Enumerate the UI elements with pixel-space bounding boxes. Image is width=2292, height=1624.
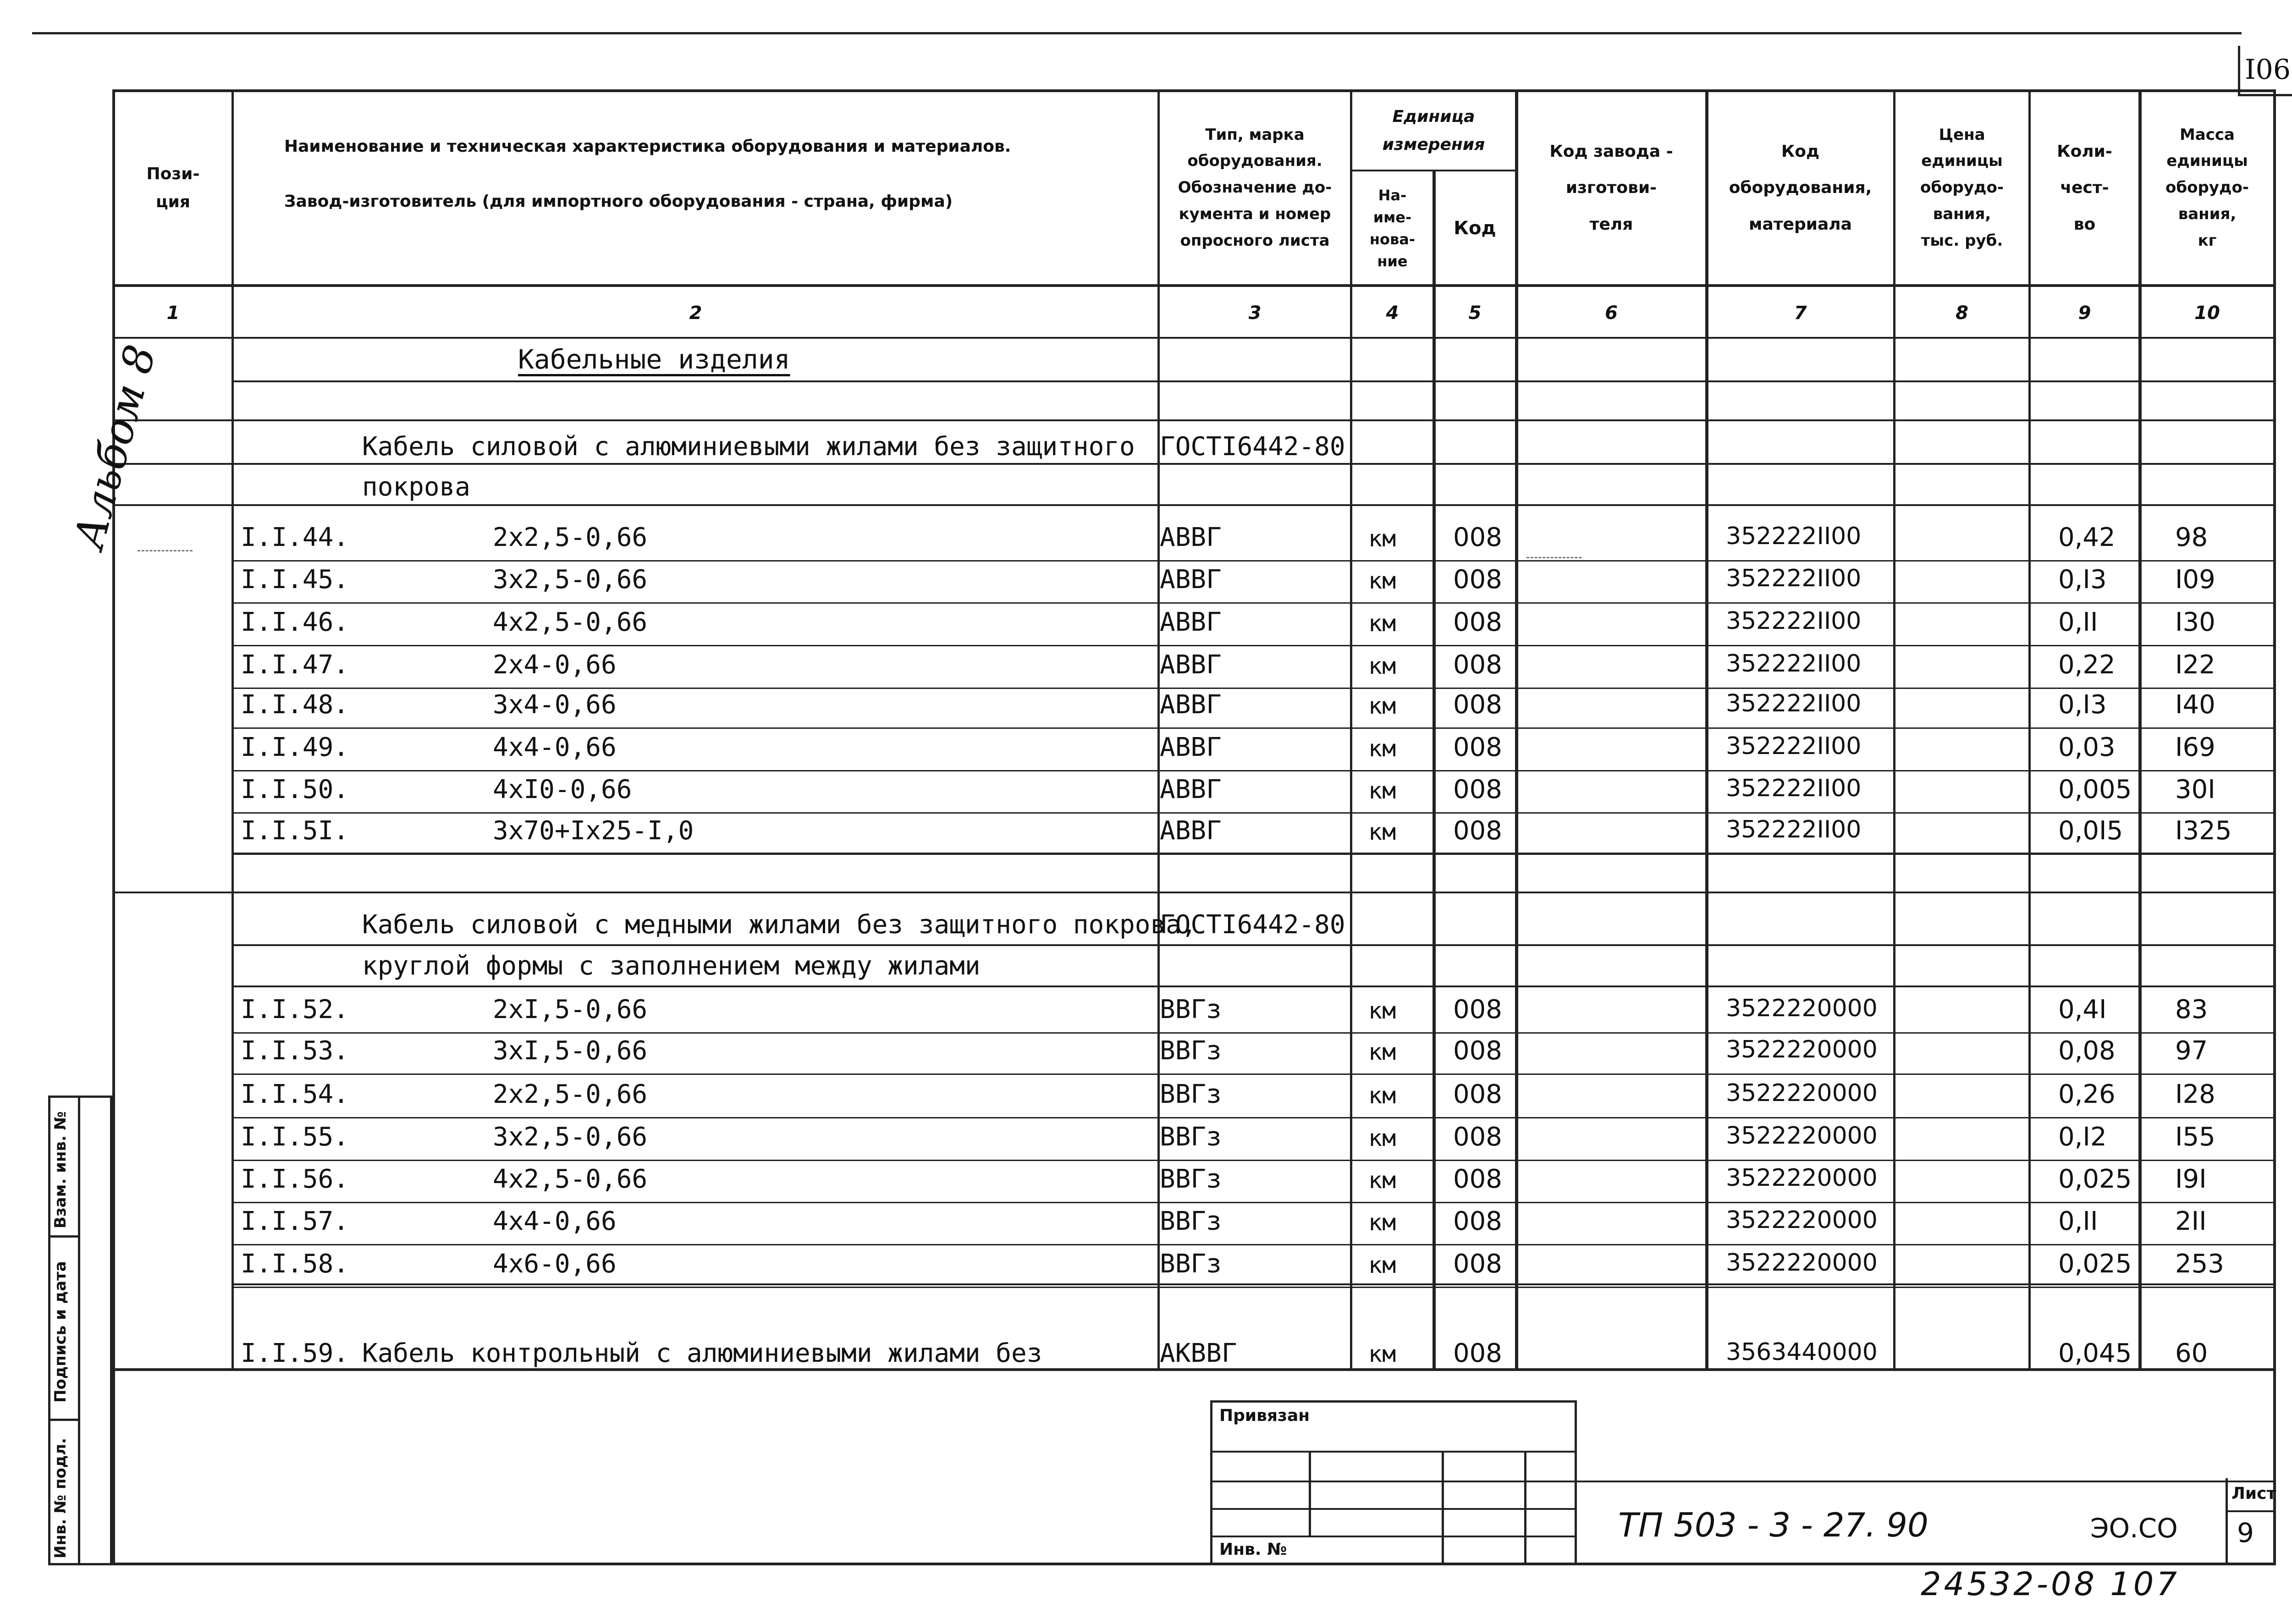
- row-unit: км: [1368, 567, 1396, 594]
- stamp-vzam-inv: Взам. инв. №: [51, 1111, 70, 1228]
- row-line: [231, 1244, 2276, 1245]
- header-type: Тип, марка оборудования. Обозначение до- кумента и номер опросного листа: [1178, 125, 1332, 250]
- row-mass: I325: [2175, 816, 2232, 846]
- row-spec: 4хI0-0,66: [493, 775, 632, 804]
- row-position: I.I.48.: [241, 690, 349, 720]
- row-material-code: 3522220000: [1726, 995, 1878, 1022]
- row-line: [231, 853, 2276, 855]
- album-label: Альбом 8: [64, 340, 165, 554]
- page-number: I06: [2238, 46, 2292, 96]
- row-spec: 2хI,5-0,66: [493, 995, 648, 1024]
- row-quantity: 0,08: [2058, 1036, 2116, 1066]
- colnum-3: 3: [1248, 302, 1262, 324]
- row-position: I.I.5I.: [241, 816, 349, 846]
- row-unit-code: 008: [1453, 816, 1502, 846]
- row-material-code: 352222II00: [1726, 732, 1862, 760]
- row-type: АВВГ: [1160, 607, 1222, 637]
- row-quantity: 0,005: [2058, 775, 2132, 804]
- row-type: АВВГ: [1160, 523, 1222, 552]
- row-mass: 83: [2175, 995, 2208, 1024]
- last-row-unit-code: 008: [1453, 1338, 1502, 1368]
- row-spec: 4х6-0,66: [493, 1249, 617, 1279]
- top-border-line: [32, 32, 2242, 34]
- row-line: [231, 812, 2276, 814]
- row-quantity: 0,025: [2058, 1249, 2132, 1279]
- header-unit-group: Единица измерения: [1382, 107, 1485, 154]
- row-material-code: 3522220000: [1726, 1249, 1878, 1277]
- group2-title-line2: круглой формы с заполнением между жилами: [362, 951, 981, 981]
- colnum-8: 8: [1956, 302, 1968, 324]
- row-unit: км: [1368, 1082, 1396, 1109]
- row-type: ВВГз: [1160, 1249, 1222, 1279]
- row-line: [231, 645, 2276, 646]
- row-unit-code: 008: [1453, 995, 1502, 1024]
- row-quantity: 0,26: [2058, 1079, 2116, 1109]
- row-position: I.I.54.: [241, 1079, 349, 1109]
- row-line: [231, 380, 2276, 382]
- row-type: ВВГз: [1160, 995, 1222, 1024]
- row-line: [231, 1287, 2276, 1288]
- row-type: АВВГ: [1160, 775, 1222, 804]
- row-line: [112, 419, 2276, 421]
- row-line: [231, 688, 2276, 689]
- row-unit-code: 008: [1453, 523, 1502, 552]
- row-material-code: 3522220000: [1726, 1079, 1878, 1107]
- row-quantity: 0,4I: [2058, 995, 2107, 1024]
- row-unit-code: 008: [1453, 607, 1502, 637]
- row-line: [231, 1160, 2276, 1161]
- header-bottom-line: [112, 284, 2276, 287]
- row-unit: км: [1368, 997, 1396, 1024]
- row-line: [231, 944, 2276, 946]
- group1-title-line1: Кабель силовой с алюминиевыми жилами без защитного: [362, 432, 1135, 462]
- row-mass: I28: [2175, 1079, 2215, 1109]
- row-spec: 3х2,5-0,66: [493, 1122, 648, 1152]
- row-line: [112, 504, 2276, 506]
- row-line: [231, 770, 2276, 771]
- row-spec: 2х2,5-0,66: [493, 1079, 648, 1109]
- header-unit-name: На- име- нова- ние: [1369, 186, 1416, 270]
- row-unit: км: [1368, 777, 1396, 804]
- row-mass: I09: [2175, 565, 2215, 595]
- row-material-code: 352222II00: [1726, 607, 1862, 635]
- colnum-9: 9: [2078, 302, 2091, 324]
- col-line-1: [231, 89, 234, 1368]
- group2-title-line1: Кабель силовой с медными жилами без защитного покрова,: [362, 910, 1197, 940]
- group2-standard: ГОСТI6442-80: [1160, 910, 1345, 940]
- row-mass: I30: [2175, 607, 2215, 637]
- colnum-7: 7: [1794, 302, 1807, 324]
- row-line: [231, 1032, 2276, 1034]
- row-unit: км: [1368, 1125, 1396, 1151]
- colnum-10: 10: [2194, 302, 2220, 324]
- row-material-code: 3522220000: [1726, 1206, 1878, 1234]
- row-type: АВВГ: [1160, 650, 1222, 680]
- colnum-1: 1: [166, 302, 180, 324]
- row-type: АВВГ: [1160, 690, 1222, 720]
- header-plant-code: Код завода - изготови- теля: [1549, 142, 1673, 234]
- row-mass: I69: [2175, 732, 2215, 762]
- row-position: I.I.56.: [241, 1164, 349, 1194]
- document-code: ТП 503 - 3 - 27. 90: [1618, 1506, 1928, 1544]
- row-type: ВВГз: [1160, 1164, 1222, 1194]
- colnum-4: 4: [1386, 302, 1399, 324]
- last-row-position: I.I.59.: [241, 1338, 349, 1368]
- section-code: ЭО.СО: [2090, 1513, 2178, 1544]
- header-price: Цена единицы оборудо- вания, тыс. руб.: [1920, 125, 2004, 250]
- row-material-code: 352222II00: [1726, 816, 1862, 843]
- row-spec: 3х70+Iх25-I,0: [493, 816, 694, 846]
- row-line: [231, 560, 2276, 562]
- row-line: [112, 892, 2276, 893]
- group1-standard: ГОСТI6442-80: [1160, 432, 1345, 462]
- row-unit-code: 008: [1453, 650, 1502, 680]
- row-type: ВВГз: [1160, 1036, 1222, 1066]
- row-quantity: 0,0I5: [2058, 816, 2123, 846]
- row-line: [231, 1073, 2276, 1075]
- row-position: I.I.52.: [241, 995, 349, 1024]
- row-mass: I40: [2175, 690, 2215, 720]
- header-mass: Масса единицы оборудо- вания, кг: [2165, 125, 2249, 250]
- row-type: ВВГз: [1160, 1206, 1222, 1236]
- row-spec: 4х2,5-0,66: [493, 1164, 648, 1194]
- row-unit: км: [1368, 610, 1396, 637]
- last-row-unit: км: [1368, 1341, 1396, 1367]
- row-quantity: 0,II: [2058, 1206, 2098, 1236]
- row-mass: 2II: [2175, 1206, 2207, 1236]
- row-position: I.I.55.: [241, 1122, 349, 1152]
- row-unit: км: [1368, 693, 1396, 719]
- colnum-2: 2: [689, 302, 702, 324]
- row-quantity: 0,II: [2058, 607, 2098, 637]
- row-quantity: 0,025: [2058, 1164, 2132, 1194]
- row-mass: 30I: [2175, 775, 2215, 804]
- row-spec: 3х4-0,66: [493, 690, 617, 720]
- last-row-material-code: 3563440000: [1726, 1338, 1878, 1366]
- row-quantity: 0,03: [2058, 732, 2116, 762]
- sheet-number: 9: [2237, 1517, 2254, 1548]
- row-line: [231, 1117, 2276, 1118]
- row-position: I.I.49.: [241, 732, 349, 762]
- row-mass: I55: [2175, 1122, 2215, 1152]
- sheet-label: Лист: [2231, 1484, 2276, 1503]
- row-position: I.I.45.: [241, 565, 349, 595]
- row-type: ВВГз: [1160, 1079, 1222, 1109]
- row-material-code: 352222II00: [1726, 650, 1862, 677]
- row-line: [231, 1202, 2276, 1203]
- row-material-code: 352222II00: [1726, 690, 1862, 717]
- last-row-name: Кабель контрольный с алюминиевыми жилами без: [362, 1338, 1042, 1368]
- row-spec: 4х2,5-0,66: [493, 607, 648, 637]
- row-mass: I9I: [2175, 1164, 2207, 1194]
- row-position: I.I.53.: [241, 1036, 349, 1066]
- header-position: Пози- ция: [146, 164, 200, 211]
- row-unit: км: [1368, 525, 1396, 552]
- row-unit-code: 008: [1453, 732, 1502, 762]
- row-unit-code: 008: [1453, 1036, 1502, 1066]
- row-spec: 2х4-0,66: [493, 650, 617, 680]
- row-type: АВВГ: [1160, 732, 1222, 762]
- row-position: I.I.44.: [241, 523, 349, 552]
- row-line: [231, 602, 2276, 604]
- stamp-podpis-data: Подпись и дата: [51, 1261, 70, 1403]
- last-row-type: АКВВГ: [1160, 1338, 1237, 1368]
- row-spec: 3хI,5-0,66: [493, 1036, 648, 1066]
- footer-handwritten-note: 24532-08 107: [1921, 1565, 2180, 1603]
- row-position: I.I.58.: [241, 1249, 349, 1279]
- row-unit: км: [1368, 1209, 1396, 1236]
- row-mass: I22: [2175, 650, 2215, 680]
- row-spec: 4х4-0,66: [493, 732, 617, 762]
- row-type: АВВГ: [1160, 565, 1222, 595]
- row-position: I.I.47.: [241, 650, 349, 680]
- row-unit-code: 008: [1453, 775, 1502, 804]
- row-position: I.I.57.: [241, 1206, 349, 1236]
- row-quantity: 0,I3: [2058, 690, 2107, 720]
- row-unit: км: [1368, 1039, 1396, 1065]
- row-unit: км: [1368, 819, 1396, 845]
- last-row-mass: 60: [2175, 1338, 2208, 1368]
- row-position: I.I.46.: [241, 607, 349, 637]
- row-material-code: 3522220000: [1726, 1036, 1878, 1063]
- row-line: [231, 1283, 2276, 1285]
- row-line: [231, 985, 2276, 987]
- header-name-line2: Завод-изготовитель (для импортного оборудования - страна, фирма): [284, 192, 953, 211]
- section-title: Кабельные изделия: [518, 344, 790, 375]
- header-material-code: Код оборудования, материала: [1729, 142, 1872, 234]
- row-quantity: 0,22: [2058, 650, 2116, 680]
- group1-title-line2: покрова: [362, 472, 471, 502]
- row-position: I.I.50.: [241, 775, 349, 804]
- row-unit-code: 008: [1453, 690, 1502, 720]
- row-unit: км: [1368, 653, 1396, 679]
- header-name-line1: Наименование и техническая характеристика оборудования и материалов.: [284, 137, 1011, 156]
- row-spec: 4х4-0,66: [493, 1206, 617, 1236]
- row-material-code: 3522220000: [1726, 1122, 1878, 1150]
- colnum-6: 6: [1605, 302, 1618, 324]
- colnum-5: 5: [1468, 302, 1482, 324]
- row-unit: км: [1368, 1252, 1396, 1278]
- row-unit-code: 008: [1453, 1079, 1502, 1109]
- row-unit-code: 008: [1453, 1122, 1502, 1152]
- col-line-4: [1432, 170, 1436, 1368]
- row-unit-code: 008: [1453, 565, 1502, 595]
- row-unit-code: 008: [1453, 1164, 1502, 1194]
- row-material-code: 352222II00: [1726, 565, 1862, 592]
- row-material-code: 3522220000: [1726, 1164, 1878, 1192]
- row-unit: км: [1368, 1167, 1396, 1194]
- row-line: [231, 727, 2276, 729]
- row-quantity: 0,I3: [2058, 565, 2107, 595]
- row-spec: 2х2,5-0,66: [493, 523, 648, 552]
- row-material-code: 352222II00: [1726, 523, 1862, 550]
- table-bottom-line: [112, 1368, 2276, 1371]
- row-spec: 3х2,5-0,66: [493, 565, 648, 595]
- row-mass: 97: [2175, 1036, 2208, 1066]
- unit-group-line: [1350, 170, 1515, 171]
- privyazan-label: Привязан: [1219, 1406, 1310, 1425]
- row-type: ВВГз: [1160, 1122, 1222, 1152]
- last-row-quantity: 0,045: [2058, 1338, 2132, 1368]
- dash-mark: [1526, 557, 1581, 558]
- row-type: АВВГ: [1160, 816, 1222, 846]
- row-quantity: 0,I2: [2058, 1122, 2107, 1152]
- stamp-inv-podl: Инв. № подл.: [51, 1437, 70, 1558]
- row-mass: 98: [2175, 523, 2208, 552]
- header-quantity: Коли- чест- во: [2057, 142, 2112, 234]
- header-unit-code: Код: [1454, 217, 1496, 239]
- inv-no-label: Инв. №: [1219, 1540, 1287, 1559]
- row-line: [112, 463, 2276, 465]
- row-unit-code: 008: [1453, 1206, 1502, 1236]
- col-numbers-line: [112, 337, 2276, 339]
- row-material-code: 352222II00: [1726, 775, 1862, 802]
- dash-mark: [138, 550, 193, 551]
- row-mass: 253: [2175, 1249, 2224, 1279]
- row-unit: км: [1368, 735, 1396, 762]
- row-quantity: 0,42: [2058, 523, 2116, 552]
- row-unit-code: 008: [1453, 1249, 1502, 1279]
